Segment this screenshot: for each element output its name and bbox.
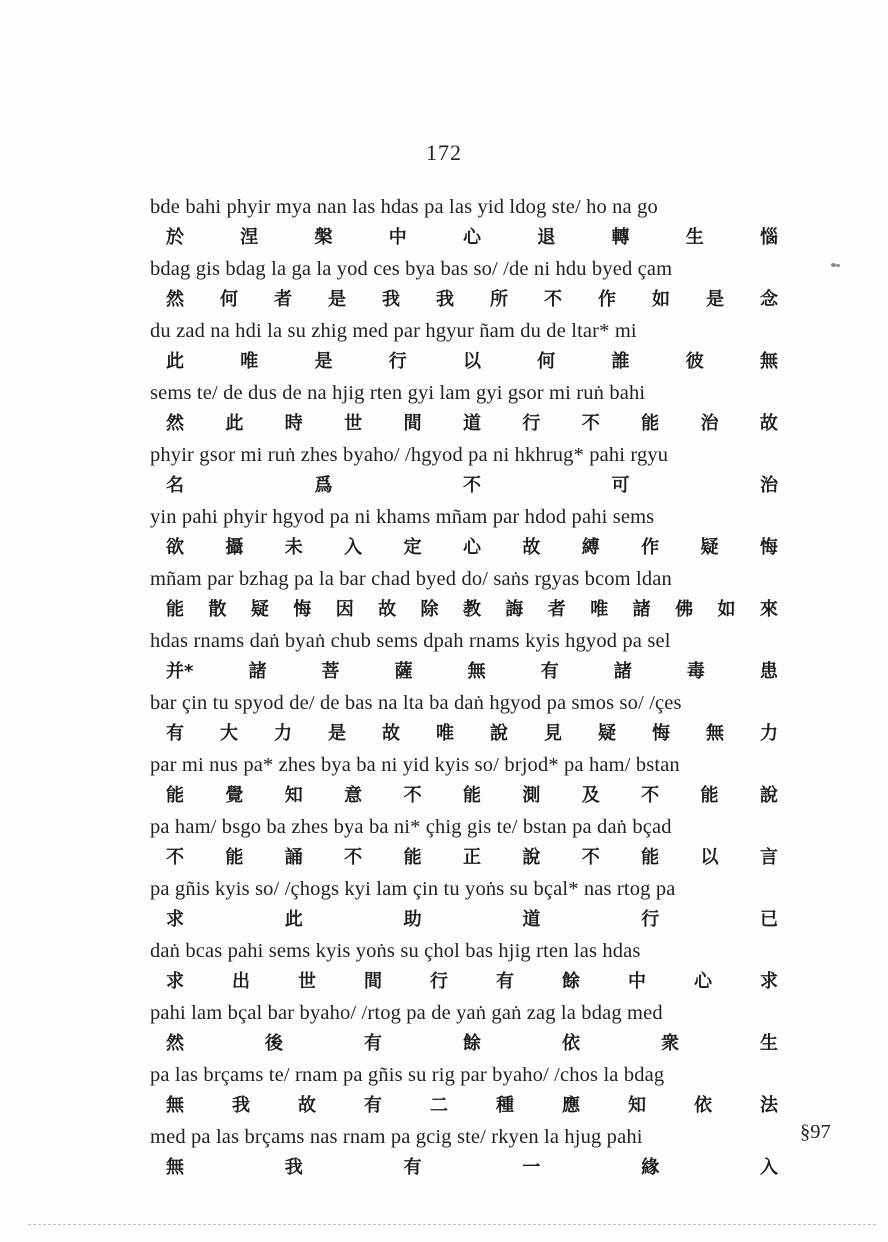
chinese-character: 見 (544, 723, 562, 744)
chinese-character: 無 (166, 1095, 184, 1116)
chinese-character: 能 (462, 785, 481, 806)
chinese-character: 測 (522, 785, 541, 806)
chinese-character: 求 (166, 909, 184, 930)
chinese-gloss-line (150, 660, 790, 684)
chinese-character: 無 (467, 661, 486, 682)
chinese-character: 攝 (225, 537, 244, 558)
chinese-character: 不 (403, 785, 422, 806)
chinese-character: 無 (760, 351, 778, 372)
chinese-character: 餘 (562, 971, 580, 992)
chinese-character: 故 (382, 723, 400, 744)
chinese-character: 疑 (700, 537, 719, 558)
chinese-character: 世 (298, 971, 316, 992)
chinese-character: 何 (220, 289, 238, 310)
chinese-character: 心 (462, 537, 481, 558)
chinese-character: 道 (522, 909, 541, 930)
chinese-character: 未 (284, 537, 303, 558)
chinese-character: 入 (759, 1157, 778, 1178)
tibetan-line: bdag gis bdag la ga la yod ces bya bas so/ /de ni hdu byed çam (150, 258, 673, 280)
chinese-character: 散 (208, 599, 227, 620)
chinese-character: 有 (364, 1033, 382, 1054)
tibetan-line: bde bahi phyir mya nan las hdas pa las yid ldog ste/ ho na go (150, 196, 658, 218)
chinese-character: 疑 (250, 599, 269, 620)
chinese-gloss-line (150, 970, 790, 994)
chinese-character: 唯 (240, 351, 259, 372)
chinese-character: 故 (759, 413, 778, 434)
chinese-character: 於 (166, 227, 184, 248)
chinese-character: 是 (706, 289, 724, 310)
chinese-character: 患 (759, 661, 778, 682)
chinese-gloss-line (150, 722, 790, 746)
chinese-character: 定 (403, 537, 422, 558)
chinese-character: 說 (759, 785, 778, 806)
chinese-gloss-line (150, 784, 790, 808)
chinese-character: 惱 (760, 227, 778, 248)
chinese-character: 入 (344, 537, 363, 558)
chinese-character: 道 (462, 413, 481, 434)
chinese-character: 菩 (321, 661, 340, 682)
page-edge (28, 1224, 876, 1225)
chinese-character: 餘 (463, 1033, 481, 1054)
chinese-character: 以 (463, 351, 481, 372)
chinese-character: 治 (700, 413, 719, 434)
chinese-character: 諸 (248, 661, 267, 682)
chinese-character: 因 (335, 599, 354, 620)
chinese-character: 作 (641, 537, 660, 558)
chinese-character: 力 (274, 723, 292, 744)
chinese-character: 能 (641, 413, 660, 434)
chinese-gloss-line (150, 536, 790, 560)
tibetan-line: sems te/ de dus de na hjig rten gyi lam gyi gsor mi ruṅ bahi (150, 382, 646, 404)
chinese-character: 不 (166, 847, 184, 868)
chinese-character: 世 (344, 413, 363, 434)
chinese-character: 所 (490, 289, 508, 310)
tibetan-line: pa ham/ bsgo ba zhes bya ba ni* çhig gis te/ bstan pa daṅ bçad (150, 816, 672, 838)
chinese-character: 然 (166, 413, 184, 434)
chinese-character: 中 (628, 971, 646, 992)
chinese-character: 唯 (436, 723, 454, 744)
chinese-character: 正 (462, 847, 481, 868)
chinese-character: 法 (760, 1095, 778, 1116)
chinese-gloss-line (150, 598, 790, 622)
chinese-character: 生 (685, 227, 704, 248)
chinese-gloss-line (150, 846, 790, 870)
chinese-gloss-line (150, 1032, 790, 1056)
chinese-character: 知 (628, 1095, 646, 1116)
chinese-character: 此 (225, 413, 244, 434)
chinese-character: 退 (537, 227, 556, 248)
chinese-character: 以 (700, 847, 719, 868)
chinese-character: 者 (547, 599, 566, 620)
chinese-character: 欲 (166, 537, 184, 558)
chinese-character: 是 (328, 289, 346, 310)
chinese-character: 一 (522, 1157, 541, 1178)
chinese-character: 故 (298, 1095, 316, 1116)
chinese-character: 如 (717, 599, 736, 620)
chinese-character: 誨 (505, 599, 524, 620)
chinese-character: 不 (581, 413, 600, 434)
chinese-character: 不 (344, 847, 363, 868)
chinese-character: 縛 (581, 537, 600, 558)
chinese-character: 助 (403, 909, 422, 930)
chinese-character: 佛 (675, 599, 694, 620)
chinese-character: 此 (166, 351, 184, 372)
chinese-character: 依 (562, 1033, 580, 1054)
chinese-character: 我 (232, 1095, 250, 1116)
chinese-character: 有 (540, 661, 559, 682)
chinese-character: 不 (463, 475, 481, 496)
chinese-character: 誦 (284, 847, 303, 868)
chinese-character: 說 (490, 723, 508, 744)
chinese-character: 行 (388, 351, 407, 372)
chinese-character: 治 (760, 475, 778, 496)
chinese-character: 是 (314, 351, 333, 372)
chinese-character: 不 (544, 289, 562, 310)
chinese-character: 應 (562, 1095, 580, 1116)
chinese-character: 然 (166, 1033, 184, 1054)
text-body (150, 188, 790, 1180)
chinese-character: 無 (706, 723, 724, 744)
chinese-character: 悔 (652, 723, 670, 744)
chinese-character: 能 (225, 847, 244, 868)
tibetan-line: mñam par bzhag pa la bar chad byed do/ saṅs rgyas bcom ldan (150, 568, 672, 590)
chinese-gloss-line (150, 412, 790, 436)
chinese-gloss-line (150, 226, 790, 250)
chinese-character: 求 (760, 971, 778, 992)
tibetan-line: du zad na hdi la su zhig med par hgyur ñam du de ltar* mi (150, 320, 637, 342)
chinese-character: 爲 (314, 475, 333, 496)
chinese-character: 能 (166, 599, 184, 620)
chinese-character: 可 (611, 475, 630, 496)
chinese-character: 槃 (314, 227, 333, 248)
tibetan-line: hdas rnams daṅ byaṅ chub sems dpah rnams kyis hgyod pa sel (150, 630, 671, 652)
chinese-character: 能 (166, 785, 184, 806)
chinese-character: 覺 (225, 785, 244, 806)
chinese-character: 二 (430, 1095, 448, 1116)
chinese-character: 行 (641, 909, 660, 930)
tibetan-line: daṅ bcas pahi sems kyis yoṅs su çhol bas hjig rten las hdas (150, 940, 641, 962)
chinese-character: 有 (364, 1095, 382, 1116)
chinese-character: 故 (522, 537, 541, 558)
tibetan-line: med pa las brçams nas rnam pa gcig ste/ rkyen la hjug pahi (150, 1126, 643, 1148)
chinese-character: 者 (274, 289, 292, 310)
chinese-character: 間 (364, 971, 382, 992)
tibetan-line: pa gñis kyis so/ /çhogs kyi lam çin tu yoṅs su bçal* nas rtog pa (150, 878, 676, 900)
chinese-character: 間 (403, 413, 422, 434)
chinese-gloss-line (150, 350, 790, 374)
chinese-character: 念 (760, 289, 778, 310)
chinese-character: 行 (522, 413, 541, 434)
chinese-character: 時 (284, 413, 303, 434)
tibetan-line: phyir gsor mi ruṅ zhes byaho/ /hgyod pa ni hkhrug* pahi rgyu (150, 444, 669, 466)
chinese-character: 心 (694, 971, 712, 992)
chinese-character: 名 (166, 475, 184, 496)
chinese-character: 言 (759, 847, 778, 868)
chinese-character: 有 (166, 723, 184, 744)
chinese-character: 緣 (641, 1157, 660, 1178)
chinese-character: 求 (166, 971, 184, 992)
chinese-character: 生 (760, 1033, 778, 1054)
chinese-character: 何 (537, 351, 556, 372)
chinese-character: 作 (598, 289, 616, 310)
chinese-gloss-line (150, 288, 790, 312)
chinese-character: 涅 (240, 227, 259, 248)
chinese-character: 大 (220, 723, 238, 744)
chinese-character: 知 (284, 785, 303, 806)
chinese-character: 來 (759, 599, 778, 620)
chinese-gloss-line (150, 474, 790, 498)
chinese-character: 依 (694, 1095, 712, 1116)
chinese-character: 能 (403, 847, 422, 868)
chinese-character: 彼 (685, 351, 704, 372)
tibetan-line: pa las brçams te/ rnam pa gñis su rig par byaho/ /chos la bdag (150, 1064, 665, 1086)
chinese-character: 然 (166, 289, 184, 310)
chinese-character: 能 (700, 785, 719, 806)
chinese-character: 悔 (759, 537, 778, 558)
chinese-character: 有 (403, 1157, 422, 1178)
chinese-character: 轉 (611, 227, 630, 248)
chinese-character: 出 (232, 971, 250, 992)
chinese-character: 說 (522, 847, 541, 868)
chinese-character: 此 (284, 909, 303, 930)
chinese-character: 并* (166, 661, 194, 682)
chinese-character: 無 (166, 1157, 184, 1178)
chinese-character: 我 (382, 289, 400, 310)
chinese-character: 如 (652, 289, 670, 310)
chinese-character: 故 (378, 599, 397, 620)
chinese-gloss-line (150, 1094, 790, 1118)
chinese-character: 悔 (293, 599, 312, 620)
chinese-character: 意 (344, 785, 363, 806)
chinese-character: 毒 (686, 661, 705, 682)
chinese-character: 諸 (632, 599, 651, 620)
chinese-character: 心 (463, 227, 481, 248)
chinese-character: 種 (496, 1095, 514, 1116)
page-number: 172 (426, 140, 462, 165)
chinese-character: 除 (420, 599, 439, 620)
tibetan-line: yin pahi phyir hgyod pa ni khams mñam par hdod pahi sems (150, 506, 655, 528)
chinese-character: 諸 (613, 661, 632, 682)
chinese-character: 及 (581, 785, 600, 806)
chinese-character: 衆 (661, 1033, 679, 1054)
chinese-character: 不 (581, 847, 600, 868)
chinese-character: 薩 (394, 661, 413, 682)
chinese-character: 我 (436, 289, 454, 310)
chinese-gloss-line (150, 1156, 790, 1180)
chinese-character: 能 (641, 847, 660, 868)
tibetan-line: bar çin tu spyod de/ de bas na lta ba daṅ hgyod pa smos so/ /çes (150, 692, 682, 714)
chinese-character: 有 (496, 971, 514, 992)
chinese-character: 後 (265, 1033, 283, 1054)
chinese-character: 疑 (598, 723, 616, 744)
chinese-character: 已 (759, 909, 778, 930)
tibetan-line: par mi nus pa* zhes bya ba ni yid kyis so/ brjod* pa ham/ bstan (150, 754, 680, 776)
chinese-character: 誰 (611, 351, 630, 372)
chinese-character: 不 (641, 785, 660, 806)
chinese-gloss-line (150, 908, 790, 932)
chinese-character: 唯 (590, 599, 609, 620)
chinese-character: 中 (388, 227, 407, 248)
chinese-character: 力 (760, 723, 778, 744)
chinese-character: 行 (430, 971, 448, 992)
ink-speck (831, 262, 841, 268)
section-mark: §97 (800, 1121, 831, 1143)
chinese-character: 教 (462, 599, 481, 620)
chinese-character: 是 (328, 723, 346, 744)
chinese-character: 我 (284, 1157, 303, 1178)
tibetan-line: pahi lam bçal bar byaho/ /rtog pa de yaṅ gaṅ zag la bdag med (150, 1002, 663, 1024)
